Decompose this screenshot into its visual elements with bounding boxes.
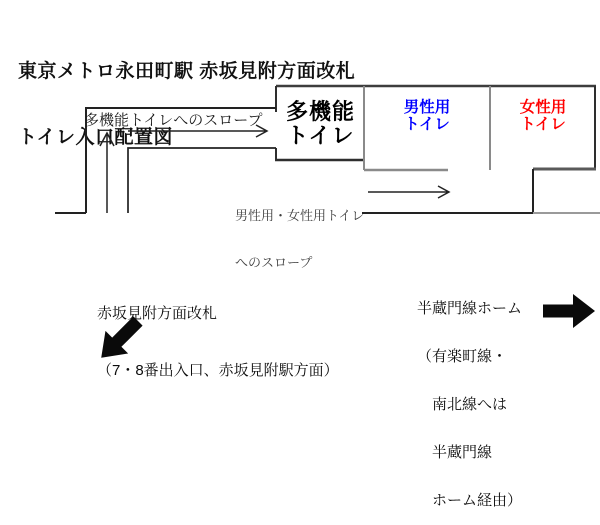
gate-direction-label xyxy=(97,266,339,399)
multifunction-toilet-label-line1: 多機能 xyxy=(285,98,355,124)
gate-direction-label-line1: 赤坂見附方面改札 xyxy=(97,305,218,322)
page-title-line2: トイレ入口配置図 xyxy=(18,127,174,148)
multifunction-toilet-room-label xyxy=(277,87,364,160)
multi-slope-label: 多機能トイレへのスロープ xyxy=(84,112,263,129)
multifunction-toilet-label-line2: トイレ xyxy=(286,122,355,148)
mens-womens-slope-label-line2: へのスロープ xyxy=(235,254,313,270)
platform-label-line5: ホーム経由） xyxy=(417,492,523,509)
gate-direction-label-line2: （7・8番出入口、赤坂見附駅方面） xyxy=(97,362,339,379)
mens-womens-slope-label-line1: 男性用・女性用トイレ xyxy=(235,208,365,223)
platform-direction-label xyxy=(417,269,522,525)
platform-direction-arrow-icon xyxy=(543,294,595,328)
mens-toilet-room-label xyxy=(364,99,490,133)
platform-label-line2: （有楽町線・ xyxy=(417,348,508,365)
platform-label-line4: 半蔵門線 xyxy=(417,444,493,461)
womens-toilet-label-line1: 女性用 xyxy=(519,99,567,116)
up-arrow-icon xyxy=(100,133,114,213)
womens-toilet-label-line2: トイレ xyxy=(520,116,566,133)
mens-toilet-label-line2: トイレ xyxy=(404,116,450,133)
page-title-line1: 東京メトロ永田町駅 赤坂見附方面改札 xyxy=(18,61,356,82)
platform-label-line1: 半蔵門線ホーム xyxy=(417,300,523,317)
mw-slope-arrow-icon xyxy=(368,186,449,198)
platform-label-line3: 南北線へは xyxy=(417,396,508,413)
mens-toilet-label-line1: 男性用 xyxy=(403,99,451,116)
womens-toilet-room-label xyxy=(490,99,596,133)
